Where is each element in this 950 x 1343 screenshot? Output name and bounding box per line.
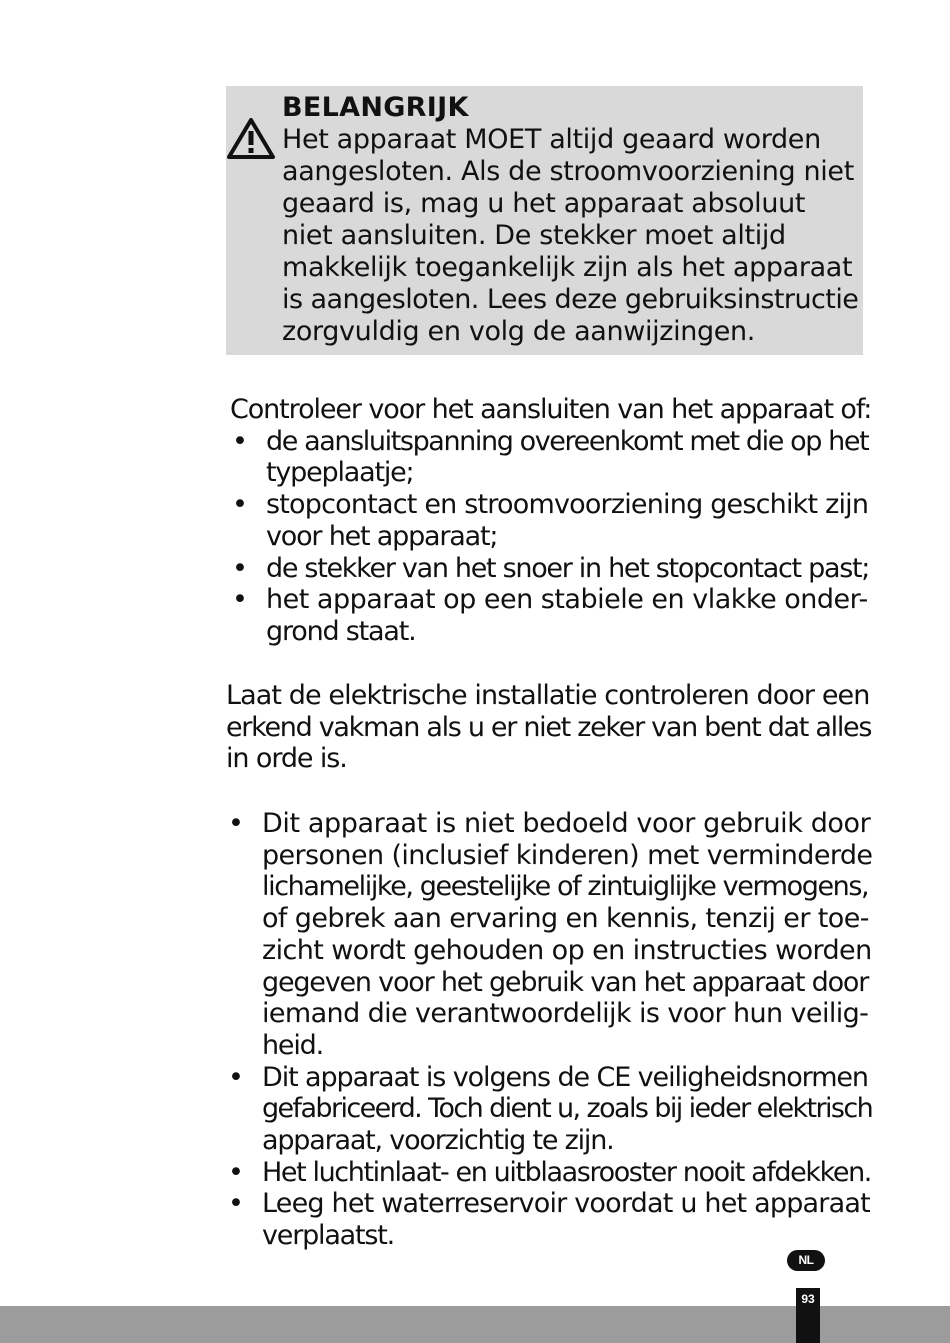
paragraph-line: in orde is. xyxy=(226,743,347,775)
check-list xyxy=(230,426,870,648)
list-item xyxy=(226,1157,871,1189)
bullet-dot: • xyxy=(232,425,248,457)
notice-text xyxy=(282,92,857,348)
list-item xyxy=(226,1062,871,1157)
list-item xyxy=(226,808,871,1062)
notice-line: Het apparaat MOET altijd geaard worden xyxy=(282,124,821,155)
list-item xyxy=(226,1188,871,1251)
list-item-line: zicht wordt gehouden op en instructies worden xyxy=(262,934,872,966)
page-number: 93 xyxy=(801,1292,815,1306)
list-item-line: of gebrek aan ervaring en kennis, tenzij er toe- xyxy=(262,903,869,935)
page-number-tab xyxy=(796,1288,820,1343)
bullet-dot: • xyxy=(232,584,248,616)
installation-paragraph xyxy=(226,680,871,775)
list-item-line: gegeven voor het gebruik van het apparaat door xyxy=(262,966,869,998)
bullet-dot: • xyxy=(228,808,244,839)
list-item-line: voor het apparaat; xyxy=(266,520,498,552)
list-item-line: heid. xyxy=(262,1029,323,1061)
notice-line: aangesloten. Als de stroomvoorziening niet xyxy=(282,156,854,187)
list-item-line: Dit apparaat is niet bedoeld voor gebruik door xyxy=(262,808,871,839)
list-item-line: gefabriceerd. Toch dient u, zoals bij ieder elektrisch xyxy=(262,1093,873,1125)
paragraph-line: erkend vakman als u er niet zeker van bent dat alles xyxy=(226,711,872,743)
list-item-line: lichamelijke, geestelijke of zintuiglijke vermogens, xyxy=(262,871,869,903)
bullet-dot: • xyxy=(228,1156,244,1188)
safety-list xyxy=(226,808,871,1252)
bullet-dot: • xyxy=(232,489,248,521)
bullet-dot: • xyxy=(228,1188,244,1220)
list-item-line: de stekker van het snoer in het stopcontact past; xyxy=(266,552,870,584)
list-item-line: personen (inclusief kinderen) met verminderde xyxy=(262,839,873,871)
notice-line: niet aansluiten. De stekker moet altijd xyxy=(282,220,786,251)
notice-line: geaard is, mag u het apparaat absoluut xyxy=(282,188,806,219)
warning-triangle-icon xyxy=(226,116,276,160)
safety-section xyxy=(226,808,871,1252)
list-item xyxy=(230,584,870,647)
important-notice-box xyxy=(226,86,863,355)
notice-line: makkelijk toegankelijk zijn als het apparaat xyxy=(282,252,853,283)
notice-line: zorgvuldig en volg de aanwijzingen. xyxy=(282,316,756,347)
list-item-line: het apparaat op een stabiele en vlakke onder- xyxy=(266,584,868,616)
list-item-line: stopcontact en stroomvoorziening geschikt zijn xyxy=(266,489,869,521)
check-intro: Controleer voor het aansluiten van het apparaat of: xyxy=(230,394,872,425)
bullet-dot: • xyxy=(228,1061,244,1093)
bullet-dot: • xyxy=(232,552,248,584)
list-item-line: Leeg het waterreservoir voordat u het apparaat xyxy=(262,1188,870,1220)
list-item-line: de aansluitspanning overeenkomt met die op het xyxy=(266,425,869,457)
list-item-line: typeplaatje; xyxy=(266,457,414,489)
list-item-line: apparaat, voorzichtig te zijn. xyxy=(262,1125,614,1157)
paragraph-line: Laat de elektrische installatie controleren door een xyxy=(226,680,870,711)
list-item-line: grond staat. xyxy=(266,615,416,647)
list-item xyxy=(230,426,870,489)
list-item xyxy=(230,489,870,552)
connection-check-section xyxy=(230,394,870,648)
list-item-line: Het luchtinlaat- en uitblaasrooster nooit afdekken. xyxy=(262,1156,871,1188)
language-badge: NL xyxy=(787,1250,825,1271)
notice-title: BELANGRIJK xyxy=(282,92,469,123)
list-item-line: verplaatst. xyxy=(262,1220,395,1252)
notice-line: is aangesloten. Lees deze gebruiksinstructie xyxy=(282,284,859,315)
list-item-line: iemand die verantwoordelijk is voor hun veilig- xyxy=(262,998,869,1030)
list-item xyxy=(230,553,870,585)
list-item-line: Dit apparaat is volgens de CE veiligheidsnormen xyxy=(262,1061,868,1093)
